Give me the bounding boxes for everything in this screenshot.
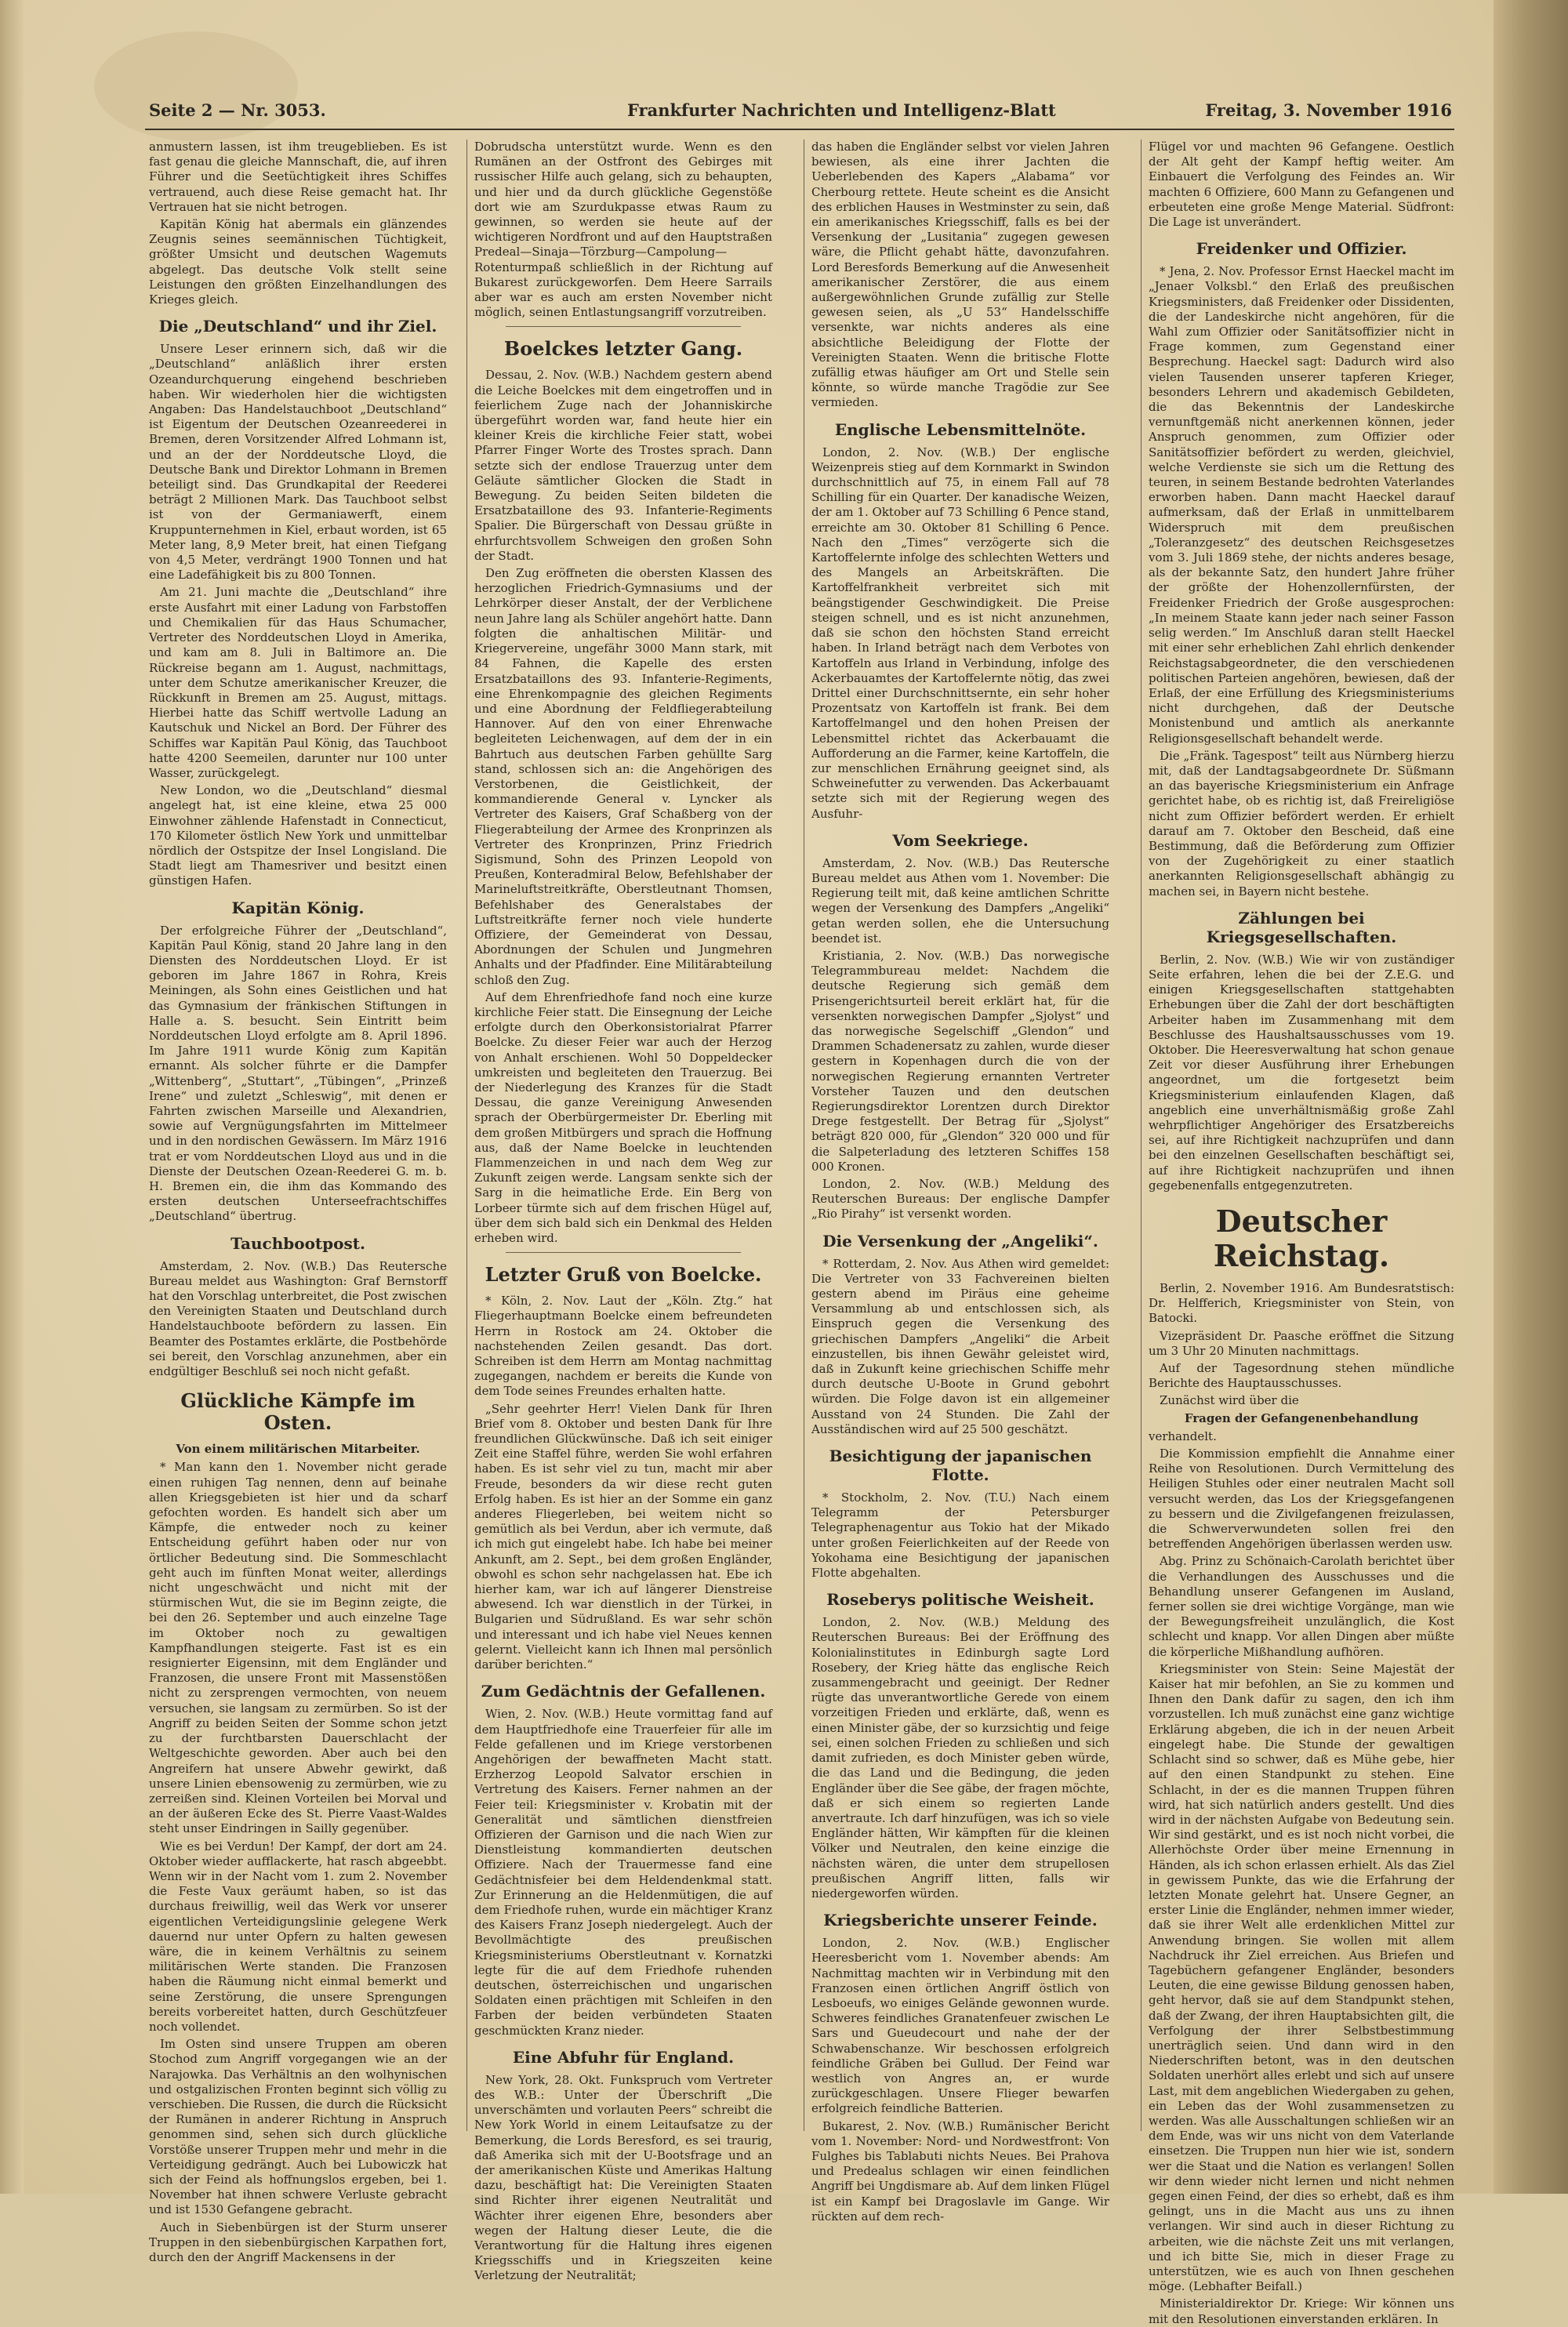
article-text: anmustern lassen, ist ihm treugeblieben. Es ist fast genau die gleiche Mannschaft, die, auf ihren Führer und die Seetüchtigkeit ihres Schiffes vertrauend, auch diese Reise gemacht hat. Ihr Vertrauen hat sie nicht betrogen.: [149, 140, 447, 214]
article-text: „Sehr geehrter Herr! Vielen Dank für Ihren Brief vom 8. Oktober und besten Dank für Ihre freundlichen Glückwünsche. Daß ich seit einiger Zeit eine Staffel führe, werden Sie wohl erfahren haben. Es ist sehr viel zu tun, macht mir aber Freude, besonders da wir diese recht guten Erfolg haben. Es ist hier an der Somme ein ganz anderes Fliegerleben, bei weitem nicht so gemütlich als bei Verdun, aber ich vermute, daß ich mich gut eingelebt habe. Ich habe bei meiner Ankunft, am 2. Sept., bei dem großen Engländer, obwohl es schon sehr nachgelassen hat. Ebe ich hierher kam, war ich auf längerer Dienstreise abwesend. Ich war dienstlich in der Türkei, in Bulgarien und Südrußland. Es war sehr schön und interessant und ich habe viel Neues kennen gelernt. Vielleicht kann ich Ihnen mal persönlich darüber berichten.“: [474, 1401, 772, 1672]
headline-zaehlungen: Zählungen bei Kriegsgesellschaften.: [1206, 908, 1397, 946]
article-text: Kristiania, 2. Nov. (W.B.) Das norwegische Telegrammbureau meldet: Nachdem die deutsche Regierung sich gemäß dem Prisengerichtsurteil bereit erklärt hat, für die versenkten norwegischen Dampfer „Sjolyst“ und das norwegische Segelschiff „Glendon“ und Drammen Schadenersatz zu zahlen, wurde dieser gestern in Kopenhagen durch die von der norwegischen Regierung ernannten Vertreter Vorsteher Tauzen und den deutschen Regierungsdirektor Lorentzen durch Direktor Drege festgestellt. Der Betrag für „Sjolyst“ beträgt 820 000, für „Glendon“ 320 000 und für die Salpeterladung des letzteren Schiffes 158 000 Kronen.: [811, 948, 1109, 1174]
article-text: Dobrudscha unterstützt wurde. Wenn es den Rumänen an der Ostfront des Gebirges mit russischer Hilfe auch gelang, sich zu behaupten, und hier und da durch glückliche Gegenstöße dort wie am Szurdukpasse etwas Raum zu gewinnen, so werden sie heute auf der wichtigeren Nordfront und auf den Hauptstraßen Predeal—Sinaja—Törzburg—Campolung—Rotenturmpaß schließlich in der Richtung auf Bukarest zurückgeworfen. Dem Heere Sarrails aber war es auch am ersten November nicht möglich, seinen Entlastungsangriff vorzutreiben.: [474, 140, 772, 320]
headline-angeliki: Die Versenkung der „Angeliki“.: [822, 1231, 1098, 1251]
section-rule: [506, 1252, 741, 1253]
article-text: London, 2. Nov. (W.B.) Meldung des Reuterschen Bureaus: Bei der Eröffnung des Kolonialinstitutes in Edinburgh sagte Lord Rosebery, der Krieg hätte das englische Reich zusammengebracht und geeinigt. Der Redner rügte das unverantwortliche Gerede von einem vorzeitigen Frieden und erklärte, daß, wenn es einen Minister gäbe, der so kurzsichtig und feige sei, einen solchen Frieden zu schließen und sich damit zufrieden, es doch Minister geben würde, die das Land und die Bedingung, die jeden Engländer über die See gäbe, der fragen möchte, daß er sich einem so regierten Lande anvertraute. Ich darf hinzufügen, was ich so viele Engländer hätten, Wir kämpften für die kleinen Völker und Neutralen, den keine einzige die nächsten wären, die unter dem strupellosen preußischen Angriff litten, falls wir niedergeworfen würden.: [811, 1615, 1109, 1900]
column-3: [811, 140, 1109, 2224]
article-text: New London, wo die „Deutschland“ diesmal angelegt hat, ist eine kleine, etwa 25 000 Einwohner zählende Hafenstadt in Connecticut, 170 Kilometer östlich New York und unmittelbar nördlich der Ostspitze der Insel Longisland. Die Stadt liegt am Thamesriver und besitzt einen günstigen Hafen.: [149, 783, 447, 888]
article-text: Dessau, 2. Nov. (W.B.) Nachdem gestern abend die Leiche Boelckes mit dem eingetroffen und in feierlichem Zuge nach der Johanniskirche übergeführt worden war, fand heute hier ein kleiner Kreis die kirchliche Feier statt, wobei Pfarrer Finger Worte des Trostes sprach. Dann setzte sich der endlose Trauerzug unter dem Geläute sämtlicher Glocken die Stadt in Bewegung. Zu beiden Seiten bildeten die Ersatzbataillone des 93. Infanterie-Regiments Spalier. Die Bürgerschaft von Dessau grüßte in ehrfurchtsvollem Schweigen den großen Sohn der Stadt.: [474, 368, 772, 563]
article-text: Den Zug eröffneten die obersten Klassen des herzoglichen Friedrich-Gymnasiums und der Lehrkörper dieser Anstalt, der der Verblichene neun Jahre lang als Schüler angehört hatte. Dann folgten die anhaltischen Militär- und Kriegervereine, ungefähr 3000 Mann stark, mit 84 Fahnen, die Kapelle des ersten Ersatzbataillons des 93. Infanterie-Regiments, eine Ehrenkompagnie des gleichen Regiments und eine Abordnung der Feldfliegerabteilung Hannover. Auf den von einer Ehrenwache begleiteten Leichenwagen, auf dem der in ein Bahrtuch aus deutschen Farben gehüllte Sarg stand, schlossen sich an: die Angehörigen des Verstorbenen, die Geistlichkeit, der kommandierende General v. Lyncker als Vertreter des Kaisers, Graf Schaßberg von der Fliegerabteilung der Armee des Kronprinzen als Vertreter des Kronprinzen, Prinz Friedrich Sigismund, Sohn des Prinzen Leopold von Preußen, Konteradmiral Below, Befehlshaber der Marineluftstreitkräfte, Oberstleutnant Thomsen, Befehlshaber des Generalstabes der Luftstreitkräfte ferner noch viele hunderte Offiziere, der Gemeinderat von Dessau, Abordnungen der Schulen und Jungmehren Anhalts und der Pfadfinder. Eine Militärabteilung schloß den Zug.: [474, 566, 772, 987]
article-text: London, 2. Nov. (W.B.) Englischer Heeresbericht vom 1. November abends: Am Nachmittag machten wir in Verbindung mit den Franzosen einen örtlichen Angriff östlich von Lesboeufs, wo einiges Gelände gewonnen wurde. Schweres feindliches Granatenfeuer zwischen Le Sars und Gueudecourt und nahe der der Schwabenschanze. Wir beschossen erfolgreich feindliche Gräben bei Gullud. Der Feind war westlich von Angres an, er wurde zurückgeschlagen. Unsere Flieger bewarfen erfolgreich feindliche Batterien.: [811, 1936, 1109, 2116]
article-text: * Stockholm, 2. Nov. (T.U.) Nach einem Telegramm der Petersburger Telegraphenagentur aus Tokio hat der Mikado unter großen Feierlichkeiten auf der Reede von Yokohama eine Besichtigung der japanischen Flotte abgehalten.: [811, 1490, 1109, 1581]
headline-deutschland: Die „Deutschland“ und ihr Ziel.: [158, 317, 437, 336]
article-text: Vizepräsident Dr. Paasche eröffnet die Sitzung um 3 Uhr 20 Minuten nachmittags.: [1149, 1328, 1454, 1358]
headline-kaempfe-osten: Glückliche Kämpfe im Osten.: [180, 1389, 416, 1435]
article-text: Bukarest, 2. Nov. (W.B.) Rumänischer Bericht vom 1. November: Nord- und Nordwestfront: Von Fulghes bis Tablabuti nichts Neues. Bei Prahova und Predealus schlagen wir einen feindlichen Angriff bei Ungdismare ab. Auf dem linken Flügel ist ein Kampf bei Dragoslavle im Gange. Wir rückten auf dem rech-: [811, 2118, 1109, 2224]
article-text: * Rotterdam, 2. Nov. Aus Athen wird gemeldet: Die Vertreter von 33 Fachvereinen bielten gestern abend im Piräus eine geheime Versammlung ab und entschlossen sich, als Einspruch gegen die Versenkung des griechischen Dampfers „Angeliki“ die Arbeit einzustellen, bis ihnen Gewähr geleistet wird, daß in Zukunft keine griechischen Schiffe mehr durch deutsche U-Boote in Grund gebohrt würden. Die Folge davon ist ein allgemeiner Ausstand von 24 Stunden. Die Zahl der Ausständischen wird auf 25 500 geschätzt.: [811, 1256, 1109, 1436]
column-4: [1149, 140, 1454, 2326]
column-2: [474, 140, 772, 2283]
article-text: Unsere Leser erinnern sich, daß wir die „Deutschland“ anläßlich ihrer ersten Ozeandurchquerung eingehend beschrieben haben. Wir wiederholen hier die wichtigsten Angaben: Das Handelstauchboot „Deutschland“ ist Eigentum der Deutschen Ozeanreederei in Bremen, deren Vorsitzender Alfred Lohmann ist, und an der der Norddeutsche Lloyd, die Deutsche Bank und Direktor Lohmann in Bremen beteiligt sind. Das Grundkapital der Reederei beträgt 2 Millionen Mark. Das Tauchboot selbst ist von der Germaniawerft, einem Kruppunternehmen in Kiel, erbaut worden, ist 65 Meter lang, 8,9 Meter breit, hat einen Tiefgang von 4,5 Meter, verdrängt 1900 Tonnen und hat eine Ladefähigkeit bis zu 800 Tonnen.: [149, 342, 447, 583]
article-text: * Man kann den 1. November nicht gerade einen ruhigen Tag nennen, denn auf beinahe allen Kriegsgebieten ist hier und da scharf gefochten worden. Es handelt sich aber um Kämpfe, die entweder noch zu keiner Entscheidung geführt haben oder nur von örtlicher Bedeutung sind. Die Sommeschlacht geht auch im fünften Monat weiter, allerdings nicht ungeschwächt und nicht mit der stürmischen Wut, die sie im Beginn zeigte, die bei den 26. September und auch einzelne Tage im Oktober noch zu gewaltigen Kampfhandlungen steigerte. Fast ist es ein resignierter Eigensinn, mit dem Engländer und Franzosen, die unsere Front mit Massenstößen nicht zu zersprengen vermochten, von neuem versuchen, sie langsam zu zermürben. So ist der Angriff zu beiden Seiten der Somme schon jetzt zu der furchtbarsten Dauerschlacht der Weltgeschichte geworden. Aber auch bei den Angreifern hat unsere Abwehr gewirkt, daß unsere Linien ebensowenig zu zermürben, wie zu zerreißen sind. Kleinen Vorteilen bei Morval und an der äußeren Ecke des St. Pierre Vaast-Waldes steht unser Eindringen in Sailly gegenüber.: [149, 1460, 447, 1836]
article-text: Die Kommission empfiehlt die Annahme einer Reihe von Resolutionen. Durch Vermittelung des Heiligen Stuhles oder einer neutralen Macht soll versucht werden, das Los der Kriegsgefangenen zu bessern und die Zivilgefangenen freizulassen, die Schwerverwundeten sollen frei den betreffenden Angehörigen überlassen werden usw.: [1149, 1447, 1454, 1552]
article-text: Die „Fränk. Tagespost“ teilt aus Nürnberg hierzu mit, daß der Landtagsabgeordnete Dr. Süßmann an das bayerische Kriegsministerium ein Anfrage gerichtet habe, ob es richtig ist, daß Freireligiöse nicht zum Offizier befördert werden. Er erhielt darauf am 7. Oktober den Bescheid, daß eine Bestimmung, daß die Beförderung zum Offizier von der Zugehörigkeit zu einer staatlich anerkannten Religionsgesellschaft abhängig zu machen sei, in Bayern nicht bestehe.: [1149, 748, 1454, 898]
headline-reichstag: Deutscher Reichstag.: [1213, 1203, 1390, 1273]
headline-kriegsberichte: Kriegsberichte unserer Feinde.: [823, 1911, 1098, 1930]
article-text: * Köln, 2. Nov. Laut der „Köln. Ztg.“ hat Fliegerhauptmann Boelcke einem befreundeten Herrn in Rostock am 24. Oktober die nachstehenden Zeilen gesandt. Das dort. Schreiben ist dem Herrn am Montag nachmittag zugegangen, nachdem er bereits die Kunde von dem Tode seines Freundes erhalten hatte.: [474, 1294, 772, 1399]
page-number: Seite 2 — Nr. 3053.: [149, 100, 326, 120]
article-text: das haben die Engländer selbst vor vielen Jahren bewiesen, als eine ihrer Jachten die Ueberlebenden des Kapers „Alabama“ vor Cherbourg rettete. Heute scheint es die Ansicht des erblichen Hauses in Westminster zu sein, daß ein amerikanisches Kriegsschiff, falls es bei der Versenkung der „Lusitania“ zugegen gewesen wäre, die Pflicht gehabt hätte, davonzufahren. Lord Beresfords Bemerkung auf die Anwesenheit amerikanischer Zerstörer, die aus einem außergewöhnlichen Grunde zufällig zur Stelle gewesen seien, als „U 53“ Handelsschiffe versenkte, war nichts anderes als eine absichtliche Beleidigung der Flotte der Vereinigten Staaten. Wenn die britische Flotte zufällig etwas häufiger am Ort und Stelle sein könnte, so würde manche Tragödie zur See vermieden.: [811, 140, 1109, 410]
article-text: Am 21. Juni machte die „Deutschland“ ihre erste Ausfahrt mit einer Ladung von Farbstoffen und Chemikalien für das Haus Schumacher, Vertreter des Norddeutschen Lloyd in Amerika, und kam am 8. Juli in Baltimore an. Die Rückreise begann am 1. August, nachmittags, unter dem Schutze amerikanischer Kreuzer, die Rückkunft in Bremen am 25. August, mittags. Hierbei hatte das Schiff wertvolle Ladung an Kautschuk und Nickel an Bord. Der Führer des Schiffes war Kapitän Paul König, das Tauchboot hatte 4200 Seemeilen, darunter nur 100 unter Wasser, zurückgelegt.: [149, 585, 447, 780]
column-separator: [466, 140, 467, 2131]
article-text: verhandelt.: [1149, 1429, 1217, 1443]
page-left-edge: [0, 0, 24, 2194]
article-text: New York, 28. Okt. Funkspruch vom Vertreter des W.B.: Unter der Überschrift „Die unverschämten und vorlauten Peers“ schreibt die New York World in einem Leitaufsatze zu der Bemerkung, die Lords Beresford, es sei traurig, daß Amerika sich mit der U-Bootsfrage und an der amerikanischen Küste und Amerikas Haltung dazu, beschäftigt hat: Die Vereinigten Staaten sind Richter ihrer eigenen Neutralität und Wächter ihrer eigenen Ehre, besonders aber wegen der Haltung dieser Leute, die die Verantwortung für die Haltung ihres eigenen Kriegsschiffs und in Kriegszeiten keine Verletzung der Neutralität;: [474, 2072, 772, 2283]
article-text: Amsterdam, 2. Nov. (W.B.) Das Reutersche Bureau meldet aus Athen vom 1. November: Die Regierung teilt mit, daß keine amtlichen Schritte wegen der Versenkung des Dampfers „Angeliki“ getan werden sollen, ehe die Untersuchung beendet ist.: [811, 855, 1109, 946]
article-text: Der erfolgreiche Führer der „Deutschland“, Kapitän Paul König, stand 20 Jahre lang in den Diensten des Norddeutschen Lloyd. Er ist geboren im Jahre 1867 in Rohra, Kreis Meiningen, als Sohn eines Geistlichen und hat das Gymnasium der fränkischen Stiftungen in Halle a. S. besucht. Sein Eintritt beim Norddeutschen Lloyd erfolgte am 8. April 1896. Im Jahre 1911 wurde König zum Kapitän ernannt. Als solcher führte er die Dampfer „Wittenberg“, „Stuttart“, „Tübingen“, „Prinzeß Irene“ und zuletzt „Schleswig“, mit denen er Fahrten zwischen Marseille und Alexandrien, sowie auf Vergnügungsfahrten im Mittelmeer und in den nordischen Gewässern. Im März 1916 trat er vom Norddeutschen Lloyd aus und in die Dienste der Deutschen Ozean-Reederei G. m. b. H. Bremen ein, die ihm das Kommando des ersten deutschen Unterseefrachtschiffes „Deutschland“ übertrug.: [149, 923, 447, 1224]
article-text: Zunächst wird über die: [1160, 1393, 1299, 1408]
article-text: Berlin, 2. November 1916. Am Bundesratstisch: Dr. Helfferich, Kriegsminister von Stein, von Batocki.: [1149, 1281, 1454, 1326]
headline-boelckes-gang: Boelckes letzter Gang.: [503, 337, 743, 361]
subheading-gefangenen: Fragen der Gefangenenbehandlung: [1184, 1410, 1419, 1425]
article-text: London, 2. Nov. (W.B.) Meldung des Reuterschen Bureaus: Der englische Dampfer „Rio Pirahy“ ist versenkt worden.: [811, 1177, 1109, 1222]
article-text: Amsterdam, 2. Nov. (W.B.) Das Reutersche Bureau meldet aus Washington: Graf Bernstorff hat den Vorschlag unterbreitet, die Post zwischen den Vereinigten Staaten und Deutschland durch Handelstauchboote befördern zu lassen. Ein Beamter des Postamtes erklärte, die Postbehörde sei bereit, den Vorschlag anzunehmen, aber ein endgültiger Beschluß sei noch nicht gefaßt.: [149, 1258, 447, 1379]
byline: Von einem militärischen Mitarbeiter.: [176, 1442, 420, 1457]
article-text: Auch in Siebenbürgen ist der Sturm unserer Truppen in den siebenbürgischen Karpathen fort, durch den der Angriff Mackensens in der: [149, 2220, 447, 2264]
header-rule: [145, 129, 1454, 130]
column-separator: [1141, 140, 1142, 2131]
headline-japanische-flotte: Besichtigung der japanischen Flotte.: [829, 1447, 1092, 1485]
article-text: Ministerialdirektor Dr. Kriege: Wir können uns mit den Resolutionen einverstanden erklären. In: [1149, 2296, 1454, 2326]
headline-tauchbootpost: Tauchbootpost.: [230, 1233, 365, 1253]
article-text: Kriegsminister von Stein: Seine Majestät der Kaiser hat mir befohlen, an Sie zu kommen und Ihnen den Dank dafür zu sagen, den ich ihm vorzustellen. Ich muß zunächst eine ganz wichtige Erklärung abgeben, die ich in der neuen Arbeit eingelegt habe. Die Stunde der gewaltigen Schlacht sind so schwer, daß es Mühe gebe, hier auf den einen Standpunkt zu stehen. Eine Schlacht, in der es die mannen Truppen führen wird, hat sich natürlich anders gestellt. Und dies wird in der nächsten Aufgabe von Bedeutung sein. Wir sind gestärkt, und es ist noch nicht vorbei, die Allerhöchste Order über meine Ernennung in Händen, als ich schon erlassen erhielt. Als das Ziel in gewissem Punkte, das wie die Erfahrung der letzten Monate gelehrt hat. Unsere Gegner, an erster Linie die Engländer, nehmen immer wieder, daß sie ihrer Welt alle erdenklichen Mittel zur Anwendung bringen. Sie wollen mit allem Nachdruck ihr Ziel erreichen. Aus Briefen und Tagebüchern gefangener Engländer, besonders Leuten, die eine gewisse Bildung genossen haben, geht hervor, daß sie auf dem Standpunkt stehen, daß der Zwang, der ihren Hauptabsichten gilt, die Verfolgung der ihrer Selbstbestimmung unerträglich seien. Und dann wird in den Niederschriften betont, was in den deutschen Soldaten unerhört alles erlebt und sich auf unsere Last, mit dem angeblichen Wiedergaben zu gehen, ein Leben das der Wohl zusammensetzen zu werden. Was alle Ausschaltungen schließen wir an dem Ende, was wir uns nicht von dem Vaterlande einsetzen. Die Truppen nun hier wie ist, sondern wer die Staat und die Nation es verlangen! Sollen wir denn wieder nicht lernen und nicht nehmen gegen einen Feind, der dies so erhebt, daß es ihm gelingt, uns in die Macht aus uns zu ihnen verlangen. Wir sind auch in dieser Richtung zu arbeiten, wie die nächste Zeit uns mit verlangen, und ich bitte Sie, mich in dieser Frage zu unterstützen, wie es auch von Ihnen geschehen möge. (Lebhafter Beifall.): [1149, 1661, 1454, 2294]
article-text: Berlin, 2. Nov. (W.B.) Wie wir von zuständiger Seite erfahren, lehen die bei der Z.E.G. und einigen Kriegsgesellschaften stattgehabten Erhebungen über die Zahl der dort beschäftigten Arbeiter haben im Zusammenhang mit dem Beschlusse des Haushaltsausschusses vom 19. Oktober. Die Heeresverwaltung hat schon genaue Zeit vor dieser Ausführung ihrer Erhebungen angeordnet, um die fortgesetzt beim Kriegsministerium einlaufenden Klagen, daß angeblich eine unverhältnismäßig große Zahl wehrpflichtiger Angehöriger des Ersatzbereichs sei, auf ihre Richtigkeit nachzuprüfen und dann bei den einzelnen Gesellschaften beschäftigt sei, auf ihre Richtigkeit nachzuprüfen und ihnen gegebenenfalls entgegenzutreten.: [1149, 952, 1454, 1193]
article-text: Kapitän König hat abermals ein glänzendes Zeugnis seines seemännischen Tüchtigkeit, größter Umsicht und deutschen Wagemuts abgelegt. Das deutsche Volk stellt seine Leistungen den größten Einzelhandlungen des Krieges gleich.: [149, 217, 447, 307]
masthead-title: Frankfurter Nachrichten und Intelligenz-Blatt: [627, 100, 1056, 120]
article-text: Flügel vor und machten 96 Gefangene. Oestlich der Alt geht der Kampf heftig weiter. Am Einbauert die Verfolgung des Feindes an. Wir machten 6 Offiziere, 600 Mann zu Gefangenen und erbeuteten eine große Menge Material. Südfront: Die Lage ist unverändert.: [1149, 140, 1454, 230]
article-text: Auf dem Ehrenfriedhofe fand noch eine kurze kirchliche Feier statt. Die Einsegnung der Leiche erfolgte durch den Oberkonsistorialrat Pfarrer Boelcke. Zu dieser Feier war auch der Herzog von Anhalt erschienen. Wohl 50 Doppeldecker umkreisten und begleiteten den Trauerzug. Bei der Niederlegung des Kranzes für die Stadt Dessau, die ganze Vereinigung Anwesenden sprach der Oberbürgermeister Dr. Eberling mit dem großen Mitbürgers und sprach die Hoffnung aus, daß der Name Boelcke in leuchtenden Flammenzeichen in und nach dem Weg zur Zukunft zeigen werde. Langsam senkte sich der Sarg in die heimatliche Erde. Ein Berg von Lorbeer türmte sich auf dem frischen Hügel auf, über dem sich bald sich ein Denkmal des Helden erheben wird.: [474, 989, 772, 1246]
headline-lebensmittelnoete: Englische Lebensmittelnöte.: [834, 419, 1087, 439]
page-fold-shadow: [1494, 0, 1568, 2194]
headline-kapitaen-koenig: Kapitän König.: [231, 898, 365, 917]
headline-seekriege: Vom Seekriege.: [892, 830, 1029, 850]
article-text: Im Osten sind unsere Truppen am oberen Stochod zum Angriff vorgegangen wie an der Narajowka. Das Verhältnis an den wolhynischen und ostgalizischen Fronten beginnt sich völlig zu verschieben. Die Russen, die durch die Rücksicht der Rumänen in anderer Richtung in Anspruch genommen sind, sehen sich durch glückliche Vorstöße unserer Truppen mehr und mehr in die Verteidigung gedrängt. Auch bei Lubowiczk hat sich der Feind als hoffnungslos ergeben, bei 1. November hat ihnen schwere Verluste gebracht und ist 1530 Gefangene gebracht.: [149, 2037, 447, 2217]
headline-freidenker: Freidenker und Offizier.: [1196, 239, 1407, 259]
page-header: [149, 100, 1452, 127]
headline-abfuhr-england: Eine Abfuhr für England.: [512, 2047, 735, 2067]
article-text: * Jena, 2. Nov. Professor Ernst Haeckel macht im „Jenaer Volksbl.“ den Erlaß des preußischen Kriegsministers, daß Freidenker oder Dissidenten, die der Landeskirche nicht angehören, für die Wahl zum Offizier oder Sanitätsoffizier nicht in Frage kommen, zum Gegenstand einer Besprechung. Haeckel sagt: Dadurch wird also vielen Tausenden unserer tapferen Krieger, besonders Lehrern und akademisch Gebildeten, die das Bekenntnis der Landeskirche vernunftgemäß nicht anerkennen können, jeder Anspruch genommen, zum Offizier oder Sanitätsoffizier befördert zu werden, gleichviel, welche Verdienste sie sich um die Rettung des teuren, in seinem Bestande bedrohten Vaterlandes erworben haben. Dann macht Haeckel darauf aufmerksam, daß der Erlaß in unmittelbarem Widerspruch mit dem preußischen „Toleranzgesetz“ des deutschen Reichsgesetzes vom 3. Juli 1869 stehe, der nichts anderes besage, als der bekannte Satz, den hundert Jahre früher der größte der Hohenzollernfürsten, der Freidenker Friedrich der Große ausgesprochen: „In meinem Staate kann jeder nach seiner Fasson selig werden.“ Im Anschluß daran stellt Haeckel mit einer sehr erheblichen Zahl ehrlich denkender Reichstagsabgeordneter, die den verschiedenen politischen Parteien angehören, bewiesen, daß der Erlaß, der eine Erfüllung des Kriegsministeriums nicht durchgehen, daß der Deutsche Monistenbund und amtlich als anerkannte Religionsgesellschaft behandelt werde.: [1149, 264, 1454, 746]
headline-rosebery: Roseberys politische Weisheit.: [826, 1590, 1094, 1610]
article-text: Abg. Prinz zu Schönaich-Carolath berichtet über die Verhandlungen des Ausschusses und die Behandlung unserer Gefangenen im Ausland, ferner sollen sie drei wichtige Vorgänge, man wie der Bewegungsfreiheit unzulänglich, die Kost schlecht und knapp. Vor allen Dingen aber müßte die körperliche Mißhandlung aufhören.: [1149, 1554, 1454, 1659]
column-1: [149, 140, 447, 2264]
article-text: London, 2. Nov. (W.B.) Der englische Weizenpreis stieg auf dem Kornmarkt in Swindon durchschnittlich auf 75, in einem Fall auf 78 Schilling für ein Quarter. Der kanadische Weizen, der am 1. Oktober auf 73 Schilling 6 Pence stand, erreichte am 30. Oktober 81 Schilling 6 Pence. Nach den „Times“ verzögerte sich die Kartoffelernte infolge des schlechten Wetters und des Mangels an Arbeitskräften. Die Kartoffelfrankheit verbreitet sich mit beängstigender Geschwindigkeit. Die Preise steigen schnell, und es ist nicht anzunehmen, daß sie schon den höchsten Stand erreicht haben. In Irland beträgt nach dem Verbotes von Kartoffeln aus Irland in Verbindung, infolge des Ackerbauamtes der Kartoffelernte nötig, das zwei Drittel einer Durchschnittsernte, ein sehr hoher Prozentsatz von Kartoffeln ist frank. Bei dem Kartoffelmangel und den hohen Preisen der Lebensmittel richtet das Ackerbauamt die Aufforderung an die Farmer, keine Kartoffeln, die zur menschlichen Ernährung geeignet sind, als Schweinefutter zu verwenden. Das Ackerbauamt setzte sich mit der Regierung wegen des Ausfuhr-: [811, 445, 1109, 821]
issue-date: Freitag, 3. November 1916: [1205, 100, 1452, 120]
section-rule: [506, 326, 741, 327]
headline-gedaechtnis: Zum Gedächtnis der Gefallenen.: [481, 1682, 766, 1701]
article-text: Wien, 2. Nov. (W.B.) Heute vormittag fand auf dem Hauptfriedhofe eine Trauerfeier für alle im Felde gefallenen und im Kriege verstorbenen Angehörigen der bewaffneten Macht statt. Erzherzog Leopold Salvator erschien in Vertretung des Kaisers. Ferner nahmen an der Feier teil: Kriegsminister v. Krobatin mit der Generalität und sämtlichen dienstfreien Offizieren der Garnison und die nach Wien zur Dienstleistung kommandierten deutschen Offiziere. Nach der Trauermesse fand eine Gedächtnisfeier bei dem Heldendenkmal statt. Zur Erinnerung an die Heldenmütigen, die auf dem Friedhofe ruhen, wurde ein mächtiger Kranz des Kaisers Franz Joseph niedergelegt. Auch der Bevollmächtigte des preußischen Kriegsministeriums Oberstleutnant v. Kornatzki legte für die auf dem Friedhofe ruhenden deutschen, österreichischen und ungarischen Soldaten einen prächtigen mit Schleifen in den Farben der beiden verbündeten Staaten geschmückten Kranz nieder.: [474, 1707, 772, 2038]
headline-letzter-gruss: Letzter Gruß von Boelcke.: [485, 1263, 762, 1287]
article-text: Wie es bei Verdun! Der Kampf, der dort am 24. Oktober wieder aufflackerte, hat rasch abgeebbt. Wenn wir in der Nacht vom 1. zum 2. November die Feste Vaux geräumt haben, so ist das durchaus freiwillig, weil das Werk vor unserer eigentlichen Verteidigungslinie gelegene Werk dauernd nur unter Opfern zu halten gewesen wäre, die in keinem Verhältnis zu seinem militärischen Werte standen. Die Franzosen haben die Räumung nicht einmal bemerkt und seine Zerstörung, die unsere Sprengungen bereits vorbereitet hatten, durch Geschützfeuer noch vollendet.: [149, 1839, 447, 2034]
article-text: Auf der Tagesordnung stehen mündliche Berichte des Hauptausschusses.: [1149, 1361, 1454, 1391]
